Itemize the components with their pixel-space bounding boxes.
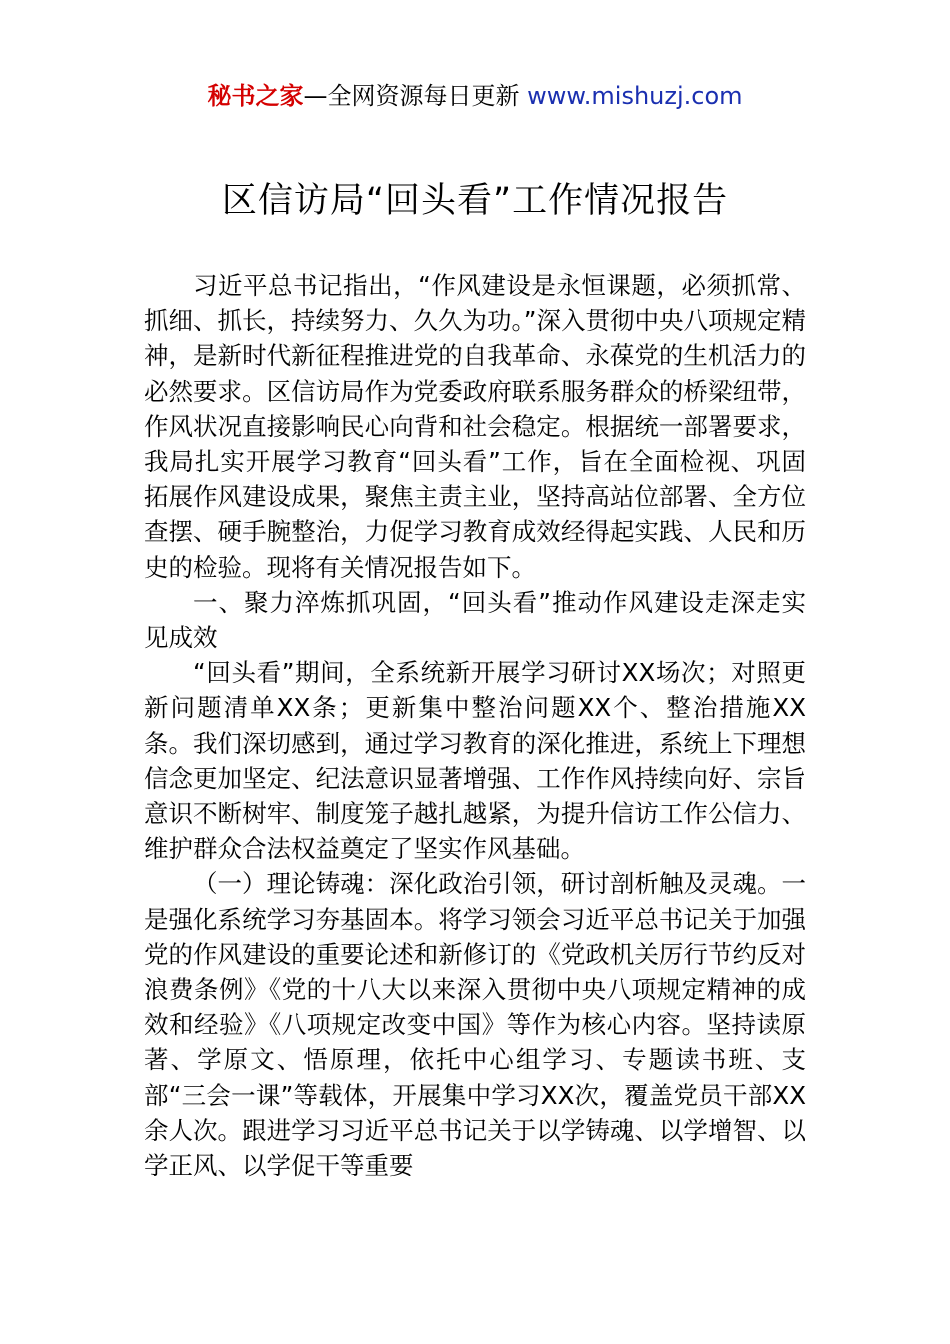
summary-paragraph: “回头看”期间，全系统新开展学习研讨XX场次；对照更新问题清单XX条；更新集中整治问题XX个、整治措施XX条。我们深切感到，通过学习教育的深化推进，系统上下理想信念更加坚定、纪法意识显著增强、工作作风持续向好、宗旨意识不断树牢、制度笼子越扎越紧，为提升信访工作公信力、维护群众合法权益奠定了坚实作风基础。 [144,658,806,864]
site-brand: 秘书之家 [207,82,304,110]
site-header [0,80,950,112]
document-title: 区信访局“回头看”工作情况报告 [221,181,729,221]
subsection-paragraph: （一）理论铸魂：深化政治引领，研讨剖析触及灵魂。一是强化系统学习夯基固本。将学习领会习近平总书记关于加强党的作风建设的重要论述和新修订的《党政机关厉行节约反对浪费条例》《党的十八大以来深入贯彻中央八项规定精神的成效和经验》《八项规定改变中国》等作为核心内容。坚持读原著、学原文、悟原理，依托中心组学习、专题读书班、支部“三会一课”等载体，开展集中学习XX次，覆盖党员干部XX余人次。跟进学习习近平总书记关于以学铸魂、以学增智、以学正风、以学促干等重要 [144,869,806,1181]
site-tagline: —全网资源每日更新 [303,82,528,110]
document-body [144,268,806,1183]
intro-paragraph: 习近平总书记指出，“作风建设是永恒课题，必须抓常、抓细、抓长，持续努力、久久为功。”深入贯彻中央八项规定精神，是新时代新征程推进党的自我革命、永葆党的生机活力的必然要求。区信访局作为党委政府联系服务群众的桥梁纽带，作风状况直接影响民心向背和社会稳定。根据统一部署要求，我局扎实开展学习教育“回头看”工作，旨在全面检视、巩固拓展作风建设成果，聚焦主责主业，坚持高站位部署、全方位查摆、硬手腕整治，力促学习教育成效经得起实践、人民和历史的检验。现将有关情况报告如下。 [144,271,806,582]
section-heading: 一、聚力淬炼抓巩固，“回头看”推动作风建设走深走实见成效 [144,587,806,653]
site-url-link[interactable]: www.mishuzj.com [527,82,743,110]
